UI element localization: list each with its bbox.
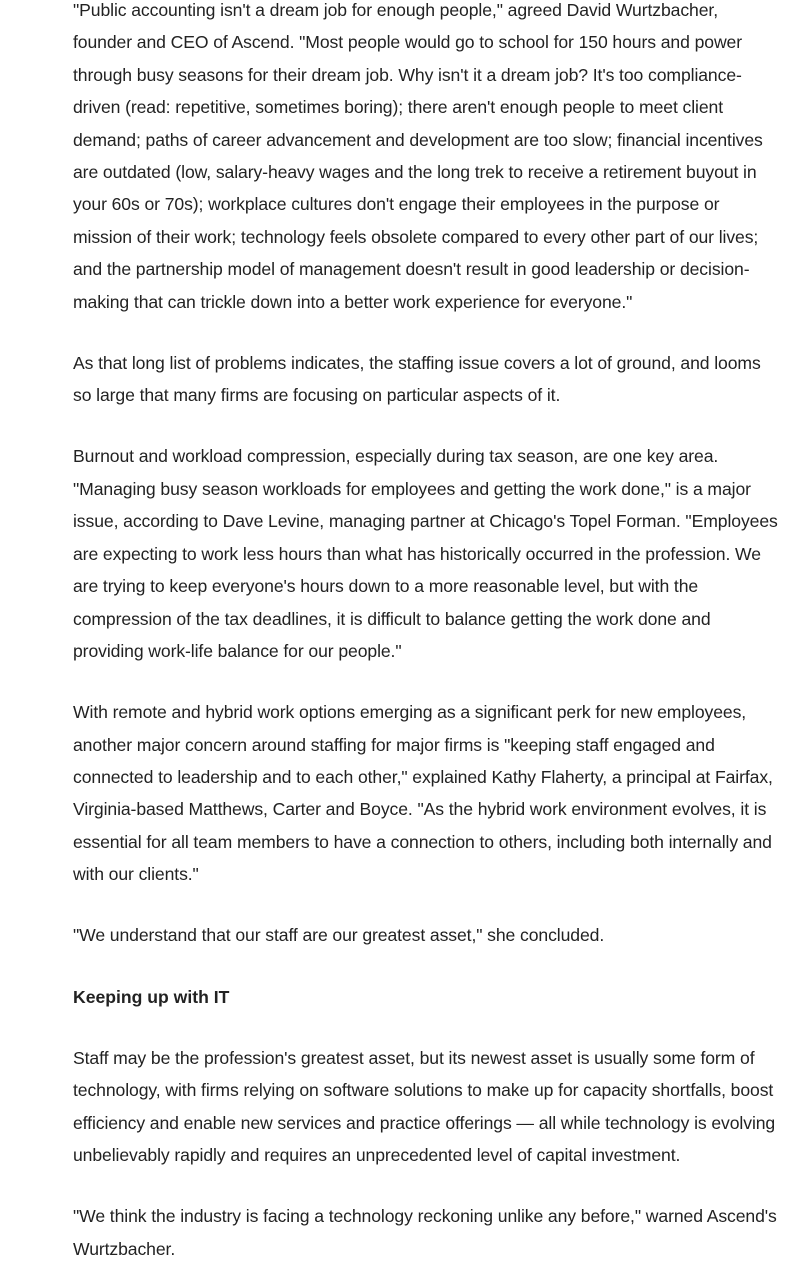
subheading-keeping-up-with-it: Keeping up with IT xyxy=(73,986,230,1007)
paragraph-hybrid-work: With remote and hybrid work options emerging as a significant perk for new employees, another major concern around staffing for major firms is "keeping staff engaged and connected to leadership and to each other," explained Kathy Flaherty, a principal at Fairfax, Virginia-based Matthews, Carter and Boyce. "As the hybrid work environment evolves, it is essential for all team members to have a connection to others, including both internally and with our clients." xyxy=(73,702,773,885)
paragraph-dream-job-quote: "Public accounting isn't a dream job for enough people," agreed David Wurtzbacher, founder and CEO of Ascend. "Most people would go to school for 150 hours and power through busy seasons for their dream job. Why isn't it a dream job? It's too compliance-driven (read: repetitive, sometimes boring); there aren't enough people to meet client demand; paths of career advancement and development are too slow; financial incentives are outdated (low, salary-heavy wages and the long trek to receive a retirement buyout in your 60s or 70s); workplace cultures don't engage their employees in the purpose or mission of their work; technology feels obsolete compared to every other part of our lives; and the partnership model of management doesn't result in good leadership or decision-making that can trickle down into a better work experience for everyone." xyxy=(73,0,763,312)
article-body xyxy=(73,0,779,1265)
paragraph-technology-reckoning: "We think the industry is facing a technology reckoning unlike any before," warned Ascend's Wurtzbacher. xyxy=(73,1206,777,1259)
paragraph-technology: Staff may be the profession's greatest asset, but its newest asset is usually some form of technology, with firms relying on software solutions to make up for capacity shortfalls, boost efficiency and enable new services and practice offerings — all while technology is evolving unbelievably rapidly and requires an unprecedented level of capital investment. xyxy=(73,1047,776,1165)
paragraph-problems-list: As that long list of problems indicates, the staffing issue covers a lot of ground, and looms so large that many firms are focusing on particular aspects of it. xyxy=(73,352,761,406)
paragraph-greatest-asset: "We understand that our staff are our greatest asset," she concluded. xyxy=(73,925,605,946)
paragraph-burnout: Burnout and workload compression, especially during tax season, are one key area. "Managing busy season workloads for employees and getting the work done," is a major issue, according to Dave Levine, managing partner at Chicago's Topel Forman. "Employees are expecting to work less hours than what has historically occurred in the profession. We are trying to keep everyone's hours down to a more reasonable level, but with the compression of the tax deadlines, it is difficult to balance getting the work done and providing work-life balance for our people." xyxy=(73,446,778,661)
